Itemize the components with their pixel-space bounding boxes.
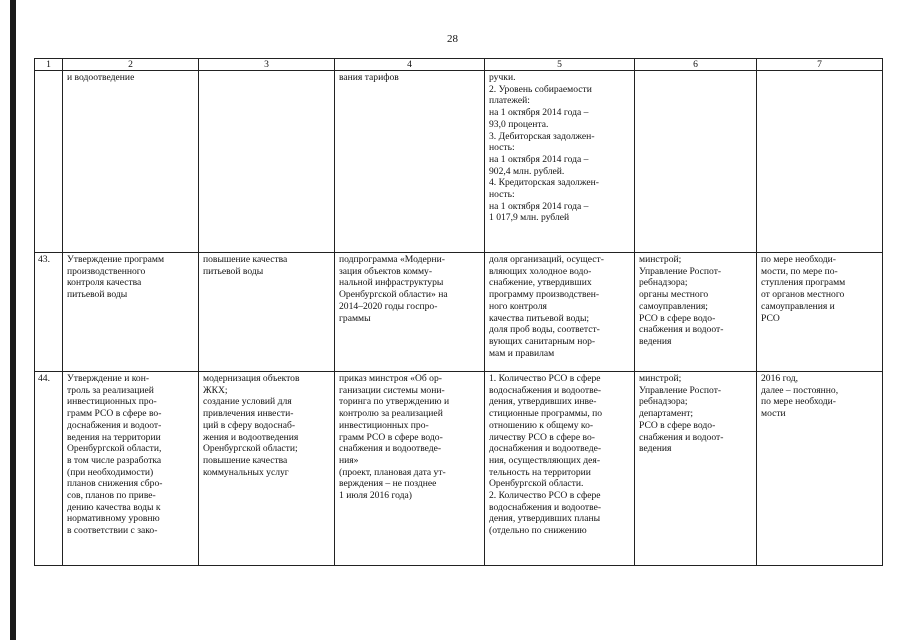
row-number bbox=[35, 71, 63, 253]
column-header: 6 bbox=[635, 59, 757, 71]
table-row bbox=[35, 372, 883, 566]
page-number: 28 bbox=[447, 33, 458, 45]
table-row bbox=[35, 253, 883, 372]
implementation-document: вания тарифов bbox=[335, 71, 485, 253]
column-header: 4 bbox=[335, 59, 485, 71]
scan-edge-bar bbox=[10, 0, 16, 640]
column-header: 3 bbox=[199, 59, 335, 71]
row-number: 43. bbox=[35, 253, 63, 372]
indicator: ручки. 2. Уровень собираемости платежей: на 1 октября 2014 года – 93,0 процента. 3. Дебиторская задолжен- ность: на 1 октября 2014 года – 902,4 млн. рублей. 4. Кредиторская задолжен- ность: на 1 октября 2014 года – 1 017,9 млн. рублей bbox=[485, 71, 635, 253]
responsible: минстрой; Управление Роспот- ребнадзора; органы местного самоуправления; РСО в сфере водо- снабжения и водоот- ведения bbox=[635, 253, 757, 372]
deadline bbox=[757, 71, 883, 253]
indicator: 1. Количество РСО в сфере водоснабжения и водоотве- дения, утвердивших инве- стиционные программы, по отношению к общему ко- личеству РСО в сфере во- доснабжения и водоотведе- ния, осуществляющих дея- тельность на территории Оренбургской области. 2. Количество РСО в сфере водоснабжения и водоотве- дения, утвердивших планы (отдельно по снижению bbox=[485, 372, 635, 566]
table-row bbox=[35, 71, 883, 253]
measures-table bbox=[34, 58, 883, 566]
measure-name: Утверждение и кон- троль за реализацией инвестиционных про- грамм РСО в сфере во- доснабжения и водоот- ведения на территории Оренбургской области, в том числе разработка (при необходимости) планов снижения сбро- сов, планов по приве- дению качества воды к нормативному уровню в соответствии с зако- bbox=[63, 372, 199, 566]
measure-name: Утверждение программ производственного контроля качества питьевой воды bbox=[63, 253, 199, 372]
column-header: 2 bbox=[63, 59, 199, 71]
column-header: 1 bbox=[35, 59, 63, 71]
goal: модернизация объектов ЖКХ; создание условий для привлечения инвести- ций в сферу водоснаб- жения и водоотведения Оренбургской области; повышение качества коммунальных услуг bbox=[199, 372, 335, 566]
column-header: 5 bbox=[485, 59, 635, 71]
goal bbox=[199, 71, 335, 253]
table-header-row bbox=[35, 59, 883, 71]
deadline: по мере необходи- мости, по мере по- ступления программ от органов местного самоуправления и РСО bbox=[757, 253, 883, 372]
deadline: 2016 год, далее – постоянно, по мере необходи- мости bbox=[757, 372, 883, 566]
responsible bbox=[635, 71, 757, 253]
goal: повышение качества питьевой воды bbox=[199, 253, 335, 372]
implementation-document: подпрограмма «Модерни- зация объектов комму- нальной инфраструктуры Оренбургской области» на 2014–2020 годы госпро- граммы bbox=[335, 253, 485, 372]
indicator: доля организаций, осущест- вляющих холодное водо- снабжение, утвердивших программу производствен- ного контроля качества питьевой воды; доля проб воды, соответст- вующих санитарным нор- мам и правилам bbox=[485, 253, 635, 372]
column-header: 7 bbox=[757, 59, 883, 71]
measure-name: и водоотведение bbox=[63, 71, 199, 253]
implementation-document: приказ минстроя «Об ор- ганизации системы мони- торинга по утверждению и контролю за реализацией инвестиционных про- грамм РСО в сфере водо- снабжения и водоотведе- ния» (проект, плановая дата ут- верждения – не позднее 1 июля 2016 года) bbox=[335, 372, 485, 566]
row-number: 44. bbox=[35, 372, 63, 566]
responsible: минстрой; Управление Роспот- ребнадзора; департамент; РСО в сфере водо- снабжения и водоот- ведения bbox=[635, 372, 757, 566]
